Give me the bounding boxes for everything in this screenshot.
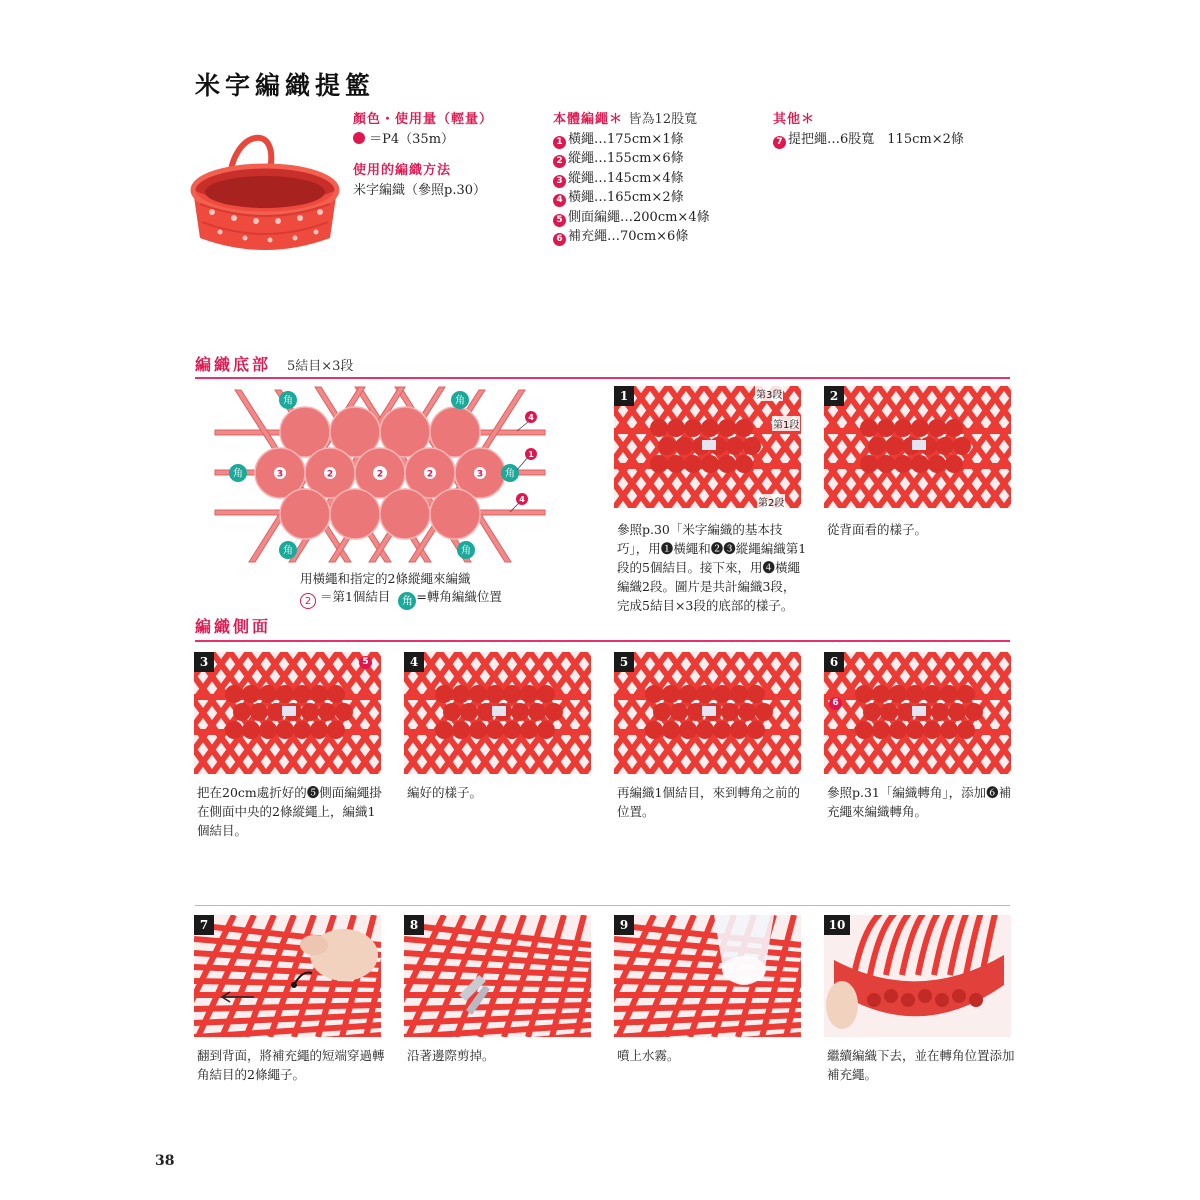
diagram-caption-line: 用橫繩和指定的2條縱繩來編織 [300,571,471,586]
body-item-text: 縱繩…145cm×4條 [568,170,684,186]
diagram-caption [300,570,502,610]
row-tag: 第2段 [757,494,785,508]
step-photo-10 [824,915,1011,1037]
body-heading [553,110,710,130]
section-rule [195,377,1010,379]
photo-image [614,652,801,774]
photo-image [404,915,591,1037]
section-rule [195,640,1010,642]
photo-image [194,652,381,774]
step-caption-4: 編好的樣子。 [407,785,483,800]
body-item [553,188,710,208]
corner-label: 角 [233,468,243,480]
section-rule-thin [195,905,1010,906]
photo-image [824,652,1011,774]
method-value: 米字編織（參照p.30） [353,182,486,198]
photo-image [194,915,381,1037]
step-caption-2: 從背面看的樣子。 [827,522,928,537]
step-caption-7: 翻到背面，將補充繩的短端穿過轉角結目的2條繩子。 [197,1048,385,1082]
step-number-badge: 9 [614,915,634,935]
color-value-line [353,130,493,150]
photo-image [404,652,591,774]
corner-label: 角 [505,468,515,480]
materials-body-strands [553,110,710,247]
number-badge: 7 [773,136,786,149]
circle-number: 3 [276,469,284,480]
color-value: ＝P4（35m） [369,131,455,147]
step-caption-1: 參照p.30「米字編織的基本技巧」，用❶橫繩和❷❸縱繩編織第1段的5個結目。接下來，用❹橫繩編織2段。圖片是共計編織3段，完成5結目×3段的底部的樣子。 [617,522,807,613]
circle-number: 3 [476,469,484,480]
body-item-text: 補充繩…70cm×6條 [568,229,689,244]
step-number-badge: 4 [404,652,424,672]
other-heading: 其他＊ [773,112,816,127]
basket-photo [190,120,340,260]
diagram-legend [300,588,502,610]
body-heading-label: 本體編繩＊ [553,112,624,127]
step-photo-5 [614,652,801,774]
color-dot-icon [353,132,365,144]
step-photo-6 [824,652,1011,774]
number-badge: 3 [553,175,566,188]
page-number: 38 [155,1153,175,1169]
circle-number-center: 2 [376,469,384,480]
body-item [553,227,710,247]
legend-corner-text: =轉角編織位置 [416,589,502,604]
strand-label: 4 [528,413,534,422]
number-badge: 1 [553,136,566,149]
corner-label: 角 [455,395,465,407]
corner-label: 角 [283,545,293,557]
section-heading-bottom: 編織底部 [195,355,272,374]
number-badge: 5 [553,214,566,227]
strand-label: 4 [519,495,525,504]
method-heading: 使用的編織方法 [353,163,452,178]
step-number-badge: 1 [614,386,634,406]
step-photo-3 [194,652,381,774]
photo-image [824,386,1011,508]
step-photo-8 [404,915,591,1037]
step-number-badge: 3 [194,652,214,672]
body-item [553,208,710,228]
materials-color-method [353,110,493,200]
row-tag: 第3段 [755,386,783,401]
legend-corner-icon: 角 [398,592,416,610]
body-item-text: 橫繩…165cm×2條 [568,190,684,205]
section-heading-side: 編織側面 [195,617,272,636]
circle-number: 2 [426,469,434,480]
strand-label: 1 [528,450,534,459]
corner-label: 角 [461,545,471,557]
corner-label: 角 [283,395,293,407]
other-item-text: 提把繩…6股寬 115cm×2條 [788,131,964,147]
number-badge: 4 [553,194,566,207]
legend-number-icon: 2 [300,593,316,609]
number-badge: 2 [553,155,566,168]
body-item-text: 橫繩…175cm×1條 [568,131,684,147]
color-heading: 顏色・使用量（輕量） [353,112,494,127]
row-tag: 第1段 [772,416,800,431]
number-badge: 6 [553,233,566,246]
step-photo-2 [824,386,1011,508]
step-photo-4 [404,652,591,774]
body-item-text: 側面編繩…200cm×4條 [568,209,710,225]
strand-number-badge: 5 [359,656,372,669]
step-number-badge: 8 [404,915,424,935]
step-caption-6: 參照p.31「編織轉角」，添加❻補充繩來編織轉角。 [827,785,1012,819]
strand-number-badge: 6 [829,697,842,710]
body-item-text: 縱繩…155cm×6條 [568,151,684,166]
step-caption-3: 把在20cm處折好的❺側面編繩掛在側面中央的2條縱繩上，編織1個結目。 [197,785,382,838]
step-caption-8: 沿著邊際剪掉。 [407,1048,495,1063]
photo-image [614,386,801,508]
step-photo-7 [194,915,381,1037]
step-photo-9 [614,915,801,1037]
materials-other [773,110,964,149]
photo-image [824,915,1011,1037]
section-sub-bottom: 5結目×3段 [287,359,354,374]
step-number-badge: 2 [824,386,844,406]
other-item [773,130,964,150]
body-item [553,169,710,189]
step-number-badge: 7 [194,915,214,935]
circle-number: 2 [326,469,334,480]
step-number-badge: 6 [824,652,844,672]
body-heading-note: 皆為12股寬 [628,112,698,127]
step-photo-1 [614,386,801,508]
step-number-badge: 5 [614,652,634,672]
step-caption-10: 繼續編織下去，並在轉角位置添加補充繩。 [827,1048,1015,1082]
photo-image [614,915,801,1037]
page-title: 米字編織提籃 [195,71,376,100]
body-item [553,130,710,150]
body-item [553,149,710,169]
weave-diagram [210,382,550,567]
step-number-badge: 10 [824,915,850,935]
legend-number-text: ＝第1個結目 [319,589,391,604]
step-caption-9: 噴上水霧。 [617,1048,680,1063]
step-caption-5: 再編織1個結目，來到轉角之前的位置。 [617,785,800,819]
